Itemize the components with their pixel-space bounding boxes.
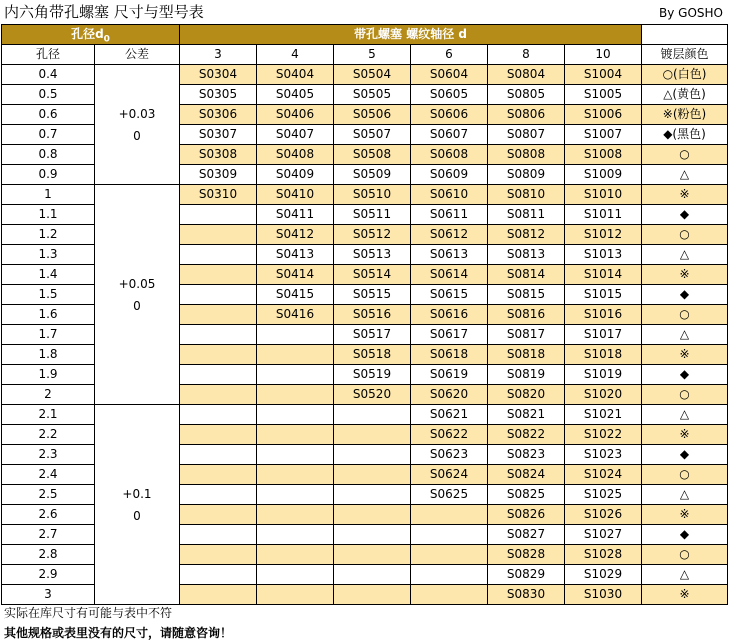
part-number-cell: S0825 xyxy=(488,485,565,505)
part-number-cell: S1014 xyxy=(565,265,642,285)
tolerance-cell xyxy=(95,185,180,405)
hole-diameter-cell: 3 xyxy=(2,585,95,605)
part-number-cell xyxy=(257,505,334,525)
part-number-cell: S0818 xyxy=(488,345,565,365)
part-number-cell: S0824 xyxy=(488,465,565,485)
plating-color-cell: ○ xyxy=(642,305,728,325)
tolerance-plus: +0.1 xyxy=(122,486,152,501)
part-number-cell: S1009 xyxy=(565,165,642,185)
brand-label: By GOSHO xyxy=(659,6,723,20)
hole-diameter-cell: 2.4 xyxy=(2,465,95,485)
thread-header: 8 xyxy=(488,45,565,65)
hole-diameter-cell: 2.7 xyxy=(2,525,95,545)
hole-diameter-cell: 2.9 xyxy=(2,565,95,585)
part-number-cell xyxy=(257,465,334,485)
part-number-cell xyxy=(334,505,411,525)
part-number-cell xyxy=(180,445,257,465)
part-number-cell: S0609 xyxy=(411,165,488,185)
tolerance-minus: 0 xyxy=(133,508,141,523)
part-number-cell: S0817 xyxy=(488,325,565,345)
part-number-cell: S0305 xyxy=(180,85,257,105)
part-number-cell: S0810 xyxy=(488,185,565,205)
part-number-cell: S0830 xyxy=(488,585,565,605)
hole-diameter-cell: 0.9 xyxy=(2,165,95,185)
plating-color-cell: ◆ xyxy=(642,365,728,385)
part-number-cell xyxy=(257,325,334,345)
part-number-cell: S0806 xyxy=(488,105,565,125)
part-number-cell: S0607 xyxy=(411,125,488,145)
part-number-cell: S0505 xyxy=(334,85,411,105)
part-number-cell xyxy=(180,205,257,225)
plating-color-cell: ○ xyxy=(642,145,728,165)
table-row xyxy=(2,405,728,425)
part-number-cell: S1023 xyxy=(565,445,642,465)
table-row xyxy=(2,185,728,205)
part-number-cell xyxy=(334,425,411,445)
part-number-cell: S0617 xyxy=(411,325,488,345)
plating-color-cell: ※ xyxy=(642,345,728,365)
part-number-cell: S0611 xyxy=(411,205,488,225)
hole-diameter-cell: 1.4 xyxy=(2,265,95,285)
part-number-cell: S0516 xyxy=(334,305,411,325)
plating-color-cell: △ xyxy=(642,485,728,505)
plating-color-cell: ○(白色) xyxy=(642,65,728,85)
plating-color-header: 镀层颜色 xyxy=(642,45,728,65)
part-number-cell xyxy=(257,565,334,585)
part-number-cell xyxy=(334,445,411,465)
part-number-cell: S0411 xyxy=(257,205,334,225)
part-number-cell: S0614 xyxy=(411,265,488,285)
part-number-cell: S0510 xyxy=(334,185,411,205)
size-table xyxy=(1,24,728,605)
thread-header: 6 xyxy=(411,45,488,65)
hole-diameter-cell: 0.4 xyxy=(2,65,95,85)
part-number-cell: S0308 xyxy=(180,145,257,165)
part-number-cell: S0623 xyxy=(411,445,488,465)
part-number-cell: S0306 xyxy=(180,105,257,125)
part-number-cell xyxy=(257,385,334,405)
part-number-cell: S1004 xyxy=(565,65,642,85)
hole-diameter-cell: 0.8 xyxy=(2,145,95,165)
plating-color-cell: ※ xyxy=(642,185,728,205)
part-number-cell xyxy=(334,485,411,505)
part-number-cell xyxy=(180,405,257,425)
tolerance-minus: 0 xyxy=(133,128,141,143)
hole-diameter-cell: 1.8 xyxy=(2,345,95,365)
plating-color-cell: ※ xyxy=(642,585,728,605)
part-number-cell xyxy=(180,465,257,485)
part-number-cell xyxy=(257,545,334,565)
part-number-cell: S1028 xyxy=(565,545,642,565)
thread-header: 5 xyxy=(334,45,411,65)
part-number-cell: S0624 xyxy=(411,465,488,485)
part-number-cell: S1019 xyxy=(565,365,642,385)
plating-color-cell: ◆ xyxy=(642,445,728,465)
tolerance-cell xyxy=(95,65,180,185)
page-title: 内六角带孔螺塞 尺寸与型号表 xyxy=(4,3,204,21)
header-blank-cell xyxy=(642,25,728,45)
part-number-cell: S0804 xyxy=(488,65,565,85)
plating-color-cell: ○ xyxy=(642,465,728,485)
part-number-cell xyxy=(180,345,257,365)
part-number-cell: S1008 xyxy=(565,145,642,165)
part-number-cell: S0606 xyxy=(411,105,488,125)
part-number-cell: S1011 xyxy=(565,205,642,225)
footnote-inquiry: 其他规格或表里没有的尺寸，请随意咨询！ xyxy=(4,626,233,640)
table-body xyxy=(2,65,728,605)
part-number-cell xyxy=(180,325,257,345)
part-number-cell: S1029 xyxy=(565,565,642,585)
part-number-cell xyxy=(180,525,257,545)
part-number-cell: S0819 xyxy=(488,365,565,385)
thread-header: 3 xyxy=(180,45,257,65)
plating-color-cell: ◆ xyxy=(642,285,728,305)
part-number-cell: S0519 xyxy=(334,365,411,385)
part-number-cell: S0620 xyxy=(411,385,488,405)
part-number-cell xyxy=(180,365,257,385)
part-number-cell xyxy=(257,345,334,365)
part-number-cell xyxy=(180,565,257,585)
part-number-cell: S0618 xyxy=(411,345,488,365)
part-number-cell xyxy=(180,225,257,245)
part-number-cell: S1018 xyxy=(565,345,642,365)
part-number-cell xyxy=(411,565,488,585)
part-number-cell: S1022 xyxy=(565,425,642,445)
part-number-cell: S0613 xyxy=(411,245,488,265)
part-number-cell xyxy=(411,545,488,565)
part-number-cell: S1026 xyxy=(565,505,642,525)
part-number-cell: S0821 xyxy=(488,405,565,425)
hole-diameter-cell: 1.9 xyxy=(2,365,95,385)
part-number-cell: S0504 xyxy=(334,65,411,85)
part-number-cell: S1025 xyxy=(565,485,642,505)
part-number-cell: S0809 xyxy=(488,165,565,185)
part-number-cell: S1010 xyxy=(565,185,642,205)
part-number-cell xyxy=(257,425,334,445)
hole-diameter-cell: 2.2 xyxy=(2,425,95,445)
part-number-cell: S0515 xyxy=(334,285,411,305)
part-number-cell: S0822 xyxy=(488,425,565,445)
part-number-cell xyxy=(180,485,257,505)
part-number-cell xyxy=(334,565,411,585)
plating-color-cell: ○ xyxy=(642,385,728,405)
part-number-cell: S1005 xyxy=(565,85,642,105)
plating-color-cell: ※ xyxy=(642,505,728,525)
plating-color-cell: ※ xyxy=(642,425,728,445)
part-number-cell: S0812 xyxy=(488,225,565,245)
part-number-cell xyxy=(411,505,488,525)
part-number-cell: S0404 xyxy=(257,65,334,85)
part-number-cell xyxy=(180,285,257,305)
part-number-cell xyxy=(257,445,334,465)
thread-group-header: 带孔螺塞 螺纹轴径 d xyxy=(180,25,642,45)
part-number-cell xyxy=(180,305,257,325)
part-number-cell: S0616 xyxy=(411,305,488,325)
part-number-cell: S0407 xyxy=(257,125,334,145)
part-number-cell: S0622 xyxy=(411,425,488,445)
plating-color-cell: ◆(黑色) xyxy=(642,125,728,145)
part-number-cell: S0506 xyxy=(334,105,411,125)
hole-diameter-cell: 1 xyxy=(2,185,95,205)
plating-color-cell: ◆ xyxy=(642,525,728,545)
part-number-cell: S0808 xyxy=(488,145,565,165)
part-number-cell xyxy=(257,585,334,605)
part-number-cell: S0827 xyxy=(488,525,565,545)
plating-color-cell: △ xyxy=(642,405,728,425)
part-number-cell xyxy=(257,365,334,385)
part-number-cell: S0410 xyxy=(257,185,334,205)
hole-diameter-cell: 1.7 xyxy=(2,325,95,345)
part-number-cell: S0509 xyxy=(334,165,411,185)
part-number-cell: S0511 xyxy=(334,205,411,225)
plating-color-cell: ◆ xyxy=(642,205,728,225)
hole-diameter-cell: 2.5 xyxy=(2,485,95,505)
hole-diameter-cell: 0.7 xyxy=(2,125,95,145)
part-number-cell: S0605 xyxy=(411,85,488,105)
hole-diameter-cell: 1.6 xyxy=(2,305,95,325)
part-number-cell: S0615 xyxy=(411,285,488,305)
hole-diameter-cell: 2.8 xyxy=(2,545,95,565)
part-number-cell: S0310 xyxy=(180,185,257,205)
part-number-cell: S0820 xyxy=(488,385,565,405)
part-number-cell xyxy=(334,545,411,565)
part-number-cell: S0619 xyxy=(411,365,488,385)
part-number-cell: S0508 xyxy=(334,145,411,165)
part-number-cell xyxy=(411,525,488,545)
hole-diameter-cell: 2 xyxy=(2,385,95,405)
part-number-cell xyxy=(180,265,257,285)
part-number-cell xyxy=(411,585,488,605)
hole-diameter-cell: 1.1 xyxy=(2,205,95,225)
part-number-cell: S0304 xyxy=(180,65,257,85)
part-number-cell: S0406 xyxy=(257,105,334,125)
plating-color-cell: ※(粉色) xyxy=(642,105,728,125)
footnote-stock: 实际在库尺寸有可能与表中不符 xyxy=(4,606,173,620)
thread-header: 4 xyxy=(257,45,334,65)
part-number-cell: S0416 xyxy=(257,305,334,325)
part-number-cell: S0307 xyxy=(180,125,257,145)
part-number-cell xyxy=(257,405,334,425)
part-number-cell xyxy=(257,525,334,545)
plating-color-cell: △ xyxy=(642,245,728,265)
tolerance-minus: 0 xyxy=(133,298,141,313)
part-number-cell: S0823 xyxy=(488,445,565,465)
part-number-cell: S0309 xyxy=(180,165,257,185)
header-row-2 xyxy=(2,45,728,65)
tolerance-cell xyxy=(95,405,180,605)
part-number-cell xyxy=(180,585,257,605)
tolerance-plus: +0.03 xyxy=(118,106,156,121)
part-number-cell: S0805 xyxy=(488,85,565,105)
part-number-cell: S1017 xyxy=(565,325,642,345)
part-number-cell: S0829 xyxy=(488,565,565,585)
part-number-cell: S0517 xyxy=(334,325,411,345)
tolerance-plus: +0.05 xyxy=(118,276,156,291)
part-number-cell: S0413 xyxy=(257,245,334,265)
hole-diameter-cell: 2.3 xyxy=(2,445,95,465)
part-number-cell: S1015 xyxy=(565,285,642,305)
part-number-cell: S0612 xyxy=(411,225,488,245)
part-number-cell xyxy=(334,405,411,425)
plating-color-cell: ○ xyxy=(642,545,728,565)
hole-diameter-cell: 1.3 xyxy=(2,245,95,265)
hole-subheader: 孔径 xyxy=(2,45,95,65)
part-number-cell: S1012 xyxy=(565,225,642,245)
part-number-cell: S1024 xyxy=(565,465,642,485)
part-number-cell: S0412 xyxy=(257,225,334,245)
hole-diameter-cell: 1.5 xyxy=(2,285,95,305)
part-number-cell: S0826 xyxy=(488,505,565,525)
part-number-cell xyxy=(334,525,411,545)
hole-diameter-cell: 2.6 xyxy=(2,505,95,525)
plating-color-cell: △ xyxy=(642,165,728,185)
part-number-cell: S0520 xyxy=(334,385,411,405)
hole-diameter-cell: 0.6 xyxy=(2,105,95,125)
part-number-cell: S0828 xyxy=(488,545,565,565)
part-number-cell: S1006 xyxy=(565,105,642,125)
part-number-cell: S0415 xyxy=(257,285,334,305)
part-number-cell: S0621 xyxy=(411,405,488,425)
part-number-cell xyxy=(180,245,257,265)
part-number-cell: S0507 xyxy=(334,125,411,145)
part-number-cell xyxy=(334,585,411,605)
part-number-cell xyxy=(180,385,257,405)
plating-color-cell: ○ xyxy=(642,225,728,245)
hole-diameter-cell: 2.1 xyxy=(2,405,95,425)
part-number-cell: S0815 xyxy=(488,285,565,305)
part-number-cell: S0518 xyxy=(334,345,411,365)
part-number-cell: S0409 xyxy=(257,165,334,185)
part-number-cell: S1021 xyxy=(565,405,642,425)
table-row xyxy=(2,65,728,85)
part-number-cell: S0625 xyxy=(411,485,488,505)
part-number-cell: S0405 xyxy=(257,85,334,105)
part-number-cell: S0811 xyxy=(488,205,565,225)
plating-color-cell: △ xyxy=(642,565,728,585)
part-number-cell: S0513 xyxy=(334,245,411,265)
part-number-cell: S0816 xyxy=(488,305,565,325)
part-number-cell xyxy=(257,485,334,505)
part-number-cell: S0813 xyxy=(488,245,565,265)
plating-color-cell: △(黄色) xyxy=(642,85,728,105)
part-number-cell: S0814 xyxy=(488,265,565,285)
part-number-cell: S1020 xyxy=(565,385,642,405)
part-number-cell xyxy=(180,425,257,445)
part-number-cell xyxy=(180,545,257,565)
part-number-cell: S1030 xyxy=(565,585,642,605)
hole-diameter-header: 孔径$d_0$ xyxy=(2,25,180,45)
plating-color-cell: △ xyxy=(642,325,728,345)
part-number-cell xyxy=(334,465,411,485)
plating-color-cell: ※ xyxy=(642,265,728,285)
part-number-cell: S0610 xyxy=(411,185,488,205)
part-number-cell xyxy=(180,505,257,525)
part-number-cell: S1027 xyxy=(565,525,642,545)
part-number-cell: S0414 xyxy=(257,265,334,285)
part-number-cell: S1016 xyxy=(565,305,642,325)
part-number-cell: S0604 xyxy=(411,65,488,85)
tolerance-subheader: 公差 xyxy=(95,45,180,65)
part-number-cell: S0408 xyxy=(257,145,334,165)
part-number-cell: S1013 xyxy=(565,245,642,265)
part-number-cell: S1007 xyxy=(565,125,642,145)
header-row-1 xyxy=(2,25,728,45)
thread-header: 10 xyxy=(565,45,642,65)
part-number-cell: S0512 xyxy=(334,225,411,245)
part-number-cell: S0514 xyxy=(334,265,411,285)
hole-diameter-cell: 1.2 xyxy=(2,225,95,245)
part-number-cell: S0608 xyxy=(411,145,488,165)
part-number-cell: S0807 xyxy=(488,125,565,145)
hole-diameter-cell: 0.5 xyxy=(2,85,95,105)
